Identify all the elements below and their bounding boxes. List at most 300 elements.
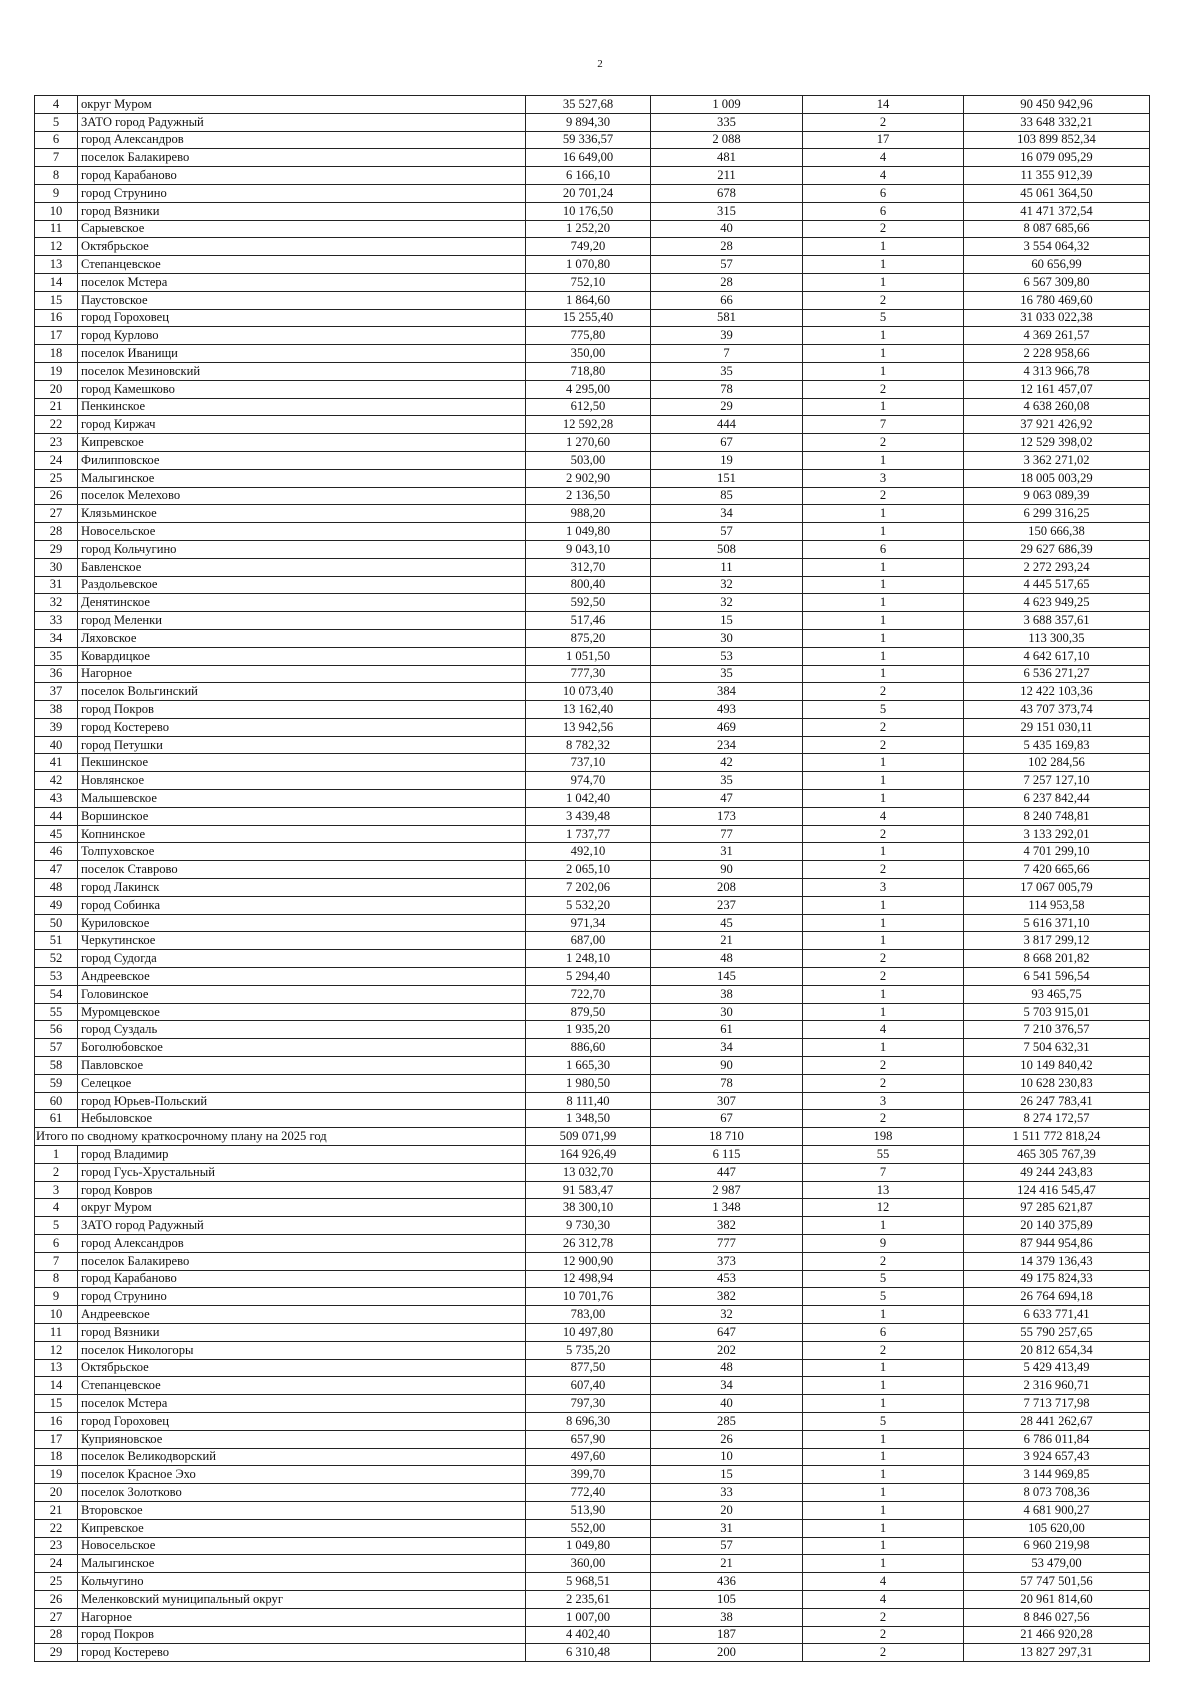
settlement-name: поселок Великодворский <box>78 1448 526 1466</box>
residents-cell: 34 <box>651 505 803 523</box>
sum-cell: 6 633 771,41 <box>964 1306 1150 1324</box>
residents-cell: 647 <box>651 1323 803 1341</box>
sum-cell: 45 061 364,50 <box>964 184 1150 202</box>
residents-cell: 31 <box>651 1519 803 1537</box>
total-row <box>35 1128 1150 1146</box>
table-row <box>35 736 1150 754</box>
row-number: 36 <box>35 665 78 683</box>
settlement-name: город Вязники <box>78 202 526 220</box>
count-cell: 2 <box>803 968 964 986</box>
count-cell: 2 <box>803 736 964 754</box>
area-cell: 12 498,94 <box>526 1270 651 1288</box>
sum-cell: 7 257 127,10 <box>964 772 1150 790</box>
settlement-name: Толпуховское <box>78 843 526 861</box>
settlement-name: поселок Мстера <box>78 273 526 291</box>
sum-cell: 4 642 617,10 <box>964 647 1150 665</box>
residents-cell: 151 <box>651 469 803 487</box>
area-cell: 800,40 <box>526 576 651 594</box>
row-number: 8 <box>35 1270 78 1288</box>
residents-cell: 35 <box>651 362 803 380</box>
area-cell: 2 235,61 <box>526 1590 651 1608</box>
residents-cell: 20 <box>651 1501 803 1519</box>
table-row <box>35 861 1150 879</box>
row-number: 40 <box>35 736 78 754</box>
residents-cell: 187 <box>651 1626 803 1644</box>
row-number: 5 <box>35 1217 78 1235</box>
table-row <box>35 1573 1150 1591</box>
row-number: 14 <box>35 273 78 291</box>
residents-cell: 21 <box>651 932 803 950</box>
count-cell: 1 <box>803 1003 964 1021</box>
sum-cell: 55 790 257,65 <box>964 1323 1150 1341</box>
area-cell: 9 730,30 <box>526 1217 651 1235</box>
row-number: 28 <box>35 523 78 541</box>
residents-cell: 777 <box>651 1235 803 1253</box>
table-row <box>35 469 1150 487</box>
area-cell: 1 049,80 <box>526 1537 651 1555</box>
sum-cell: 3 817 299,12 <box>964 932 1150 950</box>
table-row <box>35 1306 1150 1324</box>
count-cell: 2 <box>803 683 964 701</box>
count-cell: 1 <box>803 754 964 772</box>
table-row <box>35 167 1150 185</box>
residents-cell: 493 <box>651 701 803 719</box>
count-cell: 3 <box>803 469 964 487</box>
residents-cell: 26 <box>651 1430 803 1448</box>
settlement-name: город Костерево <box>78 1644 526 1662</box>
area-cell: 552,00 <box>526 1519 651 1537</box>
count-cell: 1 <box>803 256 964 274</box>
row-number: 1 <box>35 1146 78 1164</box>
row-number: 21 <box>35 1501 78 1519</box>
row-number: 39 <box>35 718 78 736</box>
count-cell: 2 <box>803 291 964 309</box>
residents-cell: 481 <box>651 149 803 167</box>
residents-cell: 48 <box>651 1359 803 1377</box>
sum-cell: 6 536 271,27 <box>964 665 1150 683</box>
row-number: 37 <box>35 683 78 701</box>
area-cell: 6 166,10 <box>526 167 651 185</box>
row-number: 58 <box>35 1057 78 1075</box>
count-cell: 1 <box>803 1306 964 1324</box>
sum-cell: 20 961 814,60 <box>964 1590 1150 1608</box>
area-cell: 5 968,51 <box>526 1573 651 1591</box>
table-row <box>35 790 1150 808</box>
sum-cell: 5 616 371,10 <box>964 914 1150 932</box>
table-row <box>35 914 1150 932</box>
settlement-name: город Ковров <box>78 1181 526 1199</box>
count-cell: 17 <box>803 131 964 149</box>
sum-cell: 8 846 027,56 <box>964 1608 1150 1626</box>
sum-cell: 11 355 912,39 <box>964 167 1150 185</box>
residents-cell: 469 <box>651 718 803 736</box>
sum-cell: 6 786 011,84 <box>964 1430 1150 1448</box>
count-cell: 1 <box>803 914 964 932</box>
row-number: 42 <box>35 772 78 790</box>
row-number: 6 <box>35 131 78 149</box>
residents-cell: 382 <box>651 1288 803 1306</box>
row-number: 5 <box>35 113 78 131</box>
row-number: 26 <box>35 1590 78 1608</box>
table-row <box>35 113 1150 131</box>
table-row <box>35 1270 1150 1288</box>
row-number: 15 <box>35 291 78 309</box>
sum-cell: 87 944 954,86 <box>964 1235 1150 1253</box>
row-number: 23 <box>35 1537 78 1555</box>
row-number: 24 <box>35 1555 78 1573</box>
table-row <box>35 309 1150 327</box>
sum-cell: 6 299 316,25 <box>964 505 1150 523</box>
row-number: 60 <box>35 1092 78 1110</box>
residents-cell: 38 <box>651 1608 803 1626</box>
row-number: 10 <box>35 202 78 220</box>
row-number: 19 <box>35 362 78 380</box>
count-cell: 6 <box>803 184 964 202</box>
residents-cell: 307 <box>651 1092 803 1110</box>
area-cell: 8 696,30 <box>526 1412 651 1430</box>
table-row <box>35 238 1150 256</box>
sum-cell: 37 921 426,92 <box>964 416 1150 434</box>
row-number: 29 <box>35 1644 78 1662</box>
row-number: 29 <box>35 540 78 558</box>
sum-cell: 33 648 332,21 <box>964 113 1150 131</box>
residents-cell: 48 <box>651 950 803 968</box>
area-cell: 687,00 <box>526 932 651 950</box>
count-cell: 1 <box>803 505 964 523</box>
table-row <box>35 1484 1150 1502</box>
row-number: 17 <box>35 1430 78 1448</box>
table-row <box>35 1217 1150 1235</box>
sum-cell: 97 285 621,87 <box>964 1199 1150 1217</box>
area-cell: 5 294,40 <box>526 968 651 986</box>
residents-cell: 57 <box>651 523 803 541</box>
row-number: 11 <box>35 220 78 238</box>
sum-cell: 3 144 969,85 <box>964 1466 1150 1484</box>
area-cell: 16 649,00 <box>526 149 651 167</box>
settlement-name: Новосельское <box>78 1537 526 1555</box>
area-cell: 1 070,80 <box>526 256 651 274</box>
settlement-name: Пекшинское <box>78 754 526 772</box>
row-number: 28 <box>35 1626 78 1644</box>
table-row <box>35 1466 1150 1484</box>
table-row <box>35 256 1150 274</box>
table-row <box>35 558 1150 576</box>
count-cell: 4 <box>803 1573 964 1591</box>
residents-cell: 66 <box>651 291 803 309</box>
count-cell: 9 <box>803 1235 964 1253</box>
row-number: 45 <box>35 825 78 843</box>
residents-cell: 2 088 <box>651 131 803 149</box>
settlement-name: Малыгинское <box>78 469 526 487</box>
area-cell: 6 310,48 <box>526 1644 651 1662</box>
sum-cell: 20 812 654,34 <box>964 1341 1150 1359</box>
table-row <box>35 1377 1150 1395</box>
residents-cell: 32 <box>651 594 803 612</box>
count-cell: 1 <box>803 362 964 380</box>
row-number: 46 <box>35 843 78 861</box>
residents-cell: 40 <box>651 1395 803 1413</box>
area-cell: 12 900,90 <box>526 1252 651 1270</box>
sum-cell: 465 305 767,39 <box>964 1146 1150 1164</box>
row-number: 19 <box>35 1466 78 1484</box>
settlement-name: город Курлово <box>78 327 526 345</box>
residents-cell: 47 <box>651 790 803 808</box>
row-number: 6 <box>35 1235 78 1253</box>
sum-cell: 4 638 260,08 <box>964 398 1150 416</box>
count-cell: 2 <box>803 380 964 398</box>
count-cell: 2 <box>803 950 964 968</box>
table-row <box>35 1412 1150 1430</box>
area-cell: 783,00 <box>526 1306 651 1324</box>
area-cell: 875,20 <box>526 629 651 647</box>
row-number: 20 <box>35 380 78 398</box>
table-row <box>35 968 1150 986</box>
count-cell: 1 <box>803 985 964 1003</box>
residents-cell: 453 <box>651 1270 803 1288</box>
sum-cell: 103 899 852,34 <box>964 131 1150 149</box>
settlement-name: Воршинское <box>78 807 526 825</box>
count-cell: 2 <box>803 861 964 879</box>
row-number: 22 <box>35 416 78 434</box>
row-number: 12 <box>35 238 78 256</box>
settlement-name: Андреевское <box>78 1306 526 1324</box>
sum-cell: 13 827 297,31 <box>964 1644 1150 1662</box>
table-row <box>35 807 1150 825</box>
area-cell: 718,80 <box>526 362 651 380</box>
count-cell: 1 <box>803 1448 964 1466</box>
table-row <box>35 629 1150 647</box>
count-cell: 1 <box>803 1395 964 1413</box>
table-row <box>35 1430 1150 1448</box>
area-cell: 9 043,10 <box>526 540 651 558</box>
sum-cell: 41 471 372,54 <box>964 202 1150 220</box>
row-number: 49 <box>35 896 78 914</box>
sum-cell: 21 466 920,28 <box>964 1626 1150 1644</box>
settlement-name: поселок Красное Эхо <box>78 1466 526 1484</box>
residents-cell: 35 <box>651 772 803 790</box>
row-number: 11 <box>35 1323 78 1341</box>
settlement-name: Нагорное <box>78 1608 526 1626</box>
row-number: 47 <box>35 861 78 879</box>
row-number: 8 <box>35 167 78 185</box>
area-cell: 1 049,80 <box>526 523 651 541</box>
count-cell: 2 <box>803 220 964 238</box>
table-row <box>35 434 1150 452</box>
table-row <box>35 879 1150 897</box>
count-cell: 4 <box>803 167 964 185</box>
residents-cell: 28 <box>651 273 803 291</box>
area-cell: 91 583,47 <box>526 1181 651 1199</box>
area-cell: 592,50 <box>526 594 651 612</box>
table-row <box>35 896 1150 914</box>
settlement-name: Куприяновское <box>78 1430 526 1448</box>
sum-cell: 12 161 457,07 <box>964 380 1150 398</box>
settlement-name: Муромцевское <box>78 1003 526 1021</box>
sum-cell: 102 284,56 <box>964 754 1150 772</box>
sum-cell: 7 210 376,57 <box>964 1021 1150 1039</box>
area-cell: 1 007,00 <box>526 1608 651 1626</box>
settlement-name: город Киржач <box>78 416 526 434</box>
table-row <box>35 665 1150 683</box>
sum-cell: 3 924 657,43 <box>964 1448 1150 1466</box>
count-cell: 1 <box>803 1484 964 1502</box>
table-row <box>35 1626 1150 1644</box>
area-cell: 1 042,40 <box>526 790 651 808</box>
table-row <box>35 1590 1150 1608</box>
settlement-name: Кипревское <box>78 1519 526 1537</box>
row-number: 43 <box>35 790 78 808</box>
sum-cell: 4 623 949,25 <box>964 594 1150 612</box>
table-row <box>35 1644 1150 1662</box>
count-cell: 1 <box>803 843 964 861</box>
residents-cell: 2 987 <box>651 1181 803 1199</box>
total-residents: 18 710 <box>651 1128 803 1146</box>
settlement-name: город Александров <box>78 1235 526 1253</box>
count-cell: 1 <box>803 612 964 630</box>
row-number: 12 <box>35 1341 78 1359</box>
area-cell: 797,30 <box>526 1395 651 1413</box>
table-row <box>35 1057 1150 1075</box>
count-cell: 12 <box>803 1199 964 1217</box>
residents-cell: 237 <box>651 896 803 914</box>
row-number: 13 <box>35 1359 78 1377</box>
settlement-name: поселок Вольгинский <box>78 683 526 701</box>
table-row <box>35 612 1150 630</box>
residents-cell: 78 <box>651 380 803 398</box>
residents-cell: 32 <box>651 1306 803 1324</box>
settlement-name: город Судогда <box>78 950 526 968</box>
settlement-name: Ковардицкое <box>78 647 526 665</box>
residents-cell: 39 <box>651 327 803 345</box>
count-cell: 1 <box>803 1519 964 1537</box>
table-row <box>35 985 1150 1003</box>
residents-cell: 34 <box>651 1377 803 1395</box>
row-number: 7 <box>35 1252 78 1270</box>
settlement-name: Степанцевское <box>78 256 526 274</box>
settlement-name: Небыловское <box>78 1110 526 1128</box>
count-cell: 5 <box>803 1270 964 1288</box>
sum-cell: 26 247 783,41 <box>964 1092 1150 1110</box>
sum-cell: 4 369 261,57 <box>964 327 1150 345</box>
count-cell: 5 <box>803 1412 964 1430</box>
sum-cell: 3 362 271,02 <box>964 451 1150 469</box>
row-number: 54 <box>35 985 78 1003</box>
sum-cell: 10 149 840,42 <box>964 1057 1150 1075</box>
sum-cell: 4 701 299,10 <box>964 843 1150 861</box>
count-cell: 13 <box>803 1181 964 1199</box>
sum-cell: 150 666,38 <box>964 523 1150 541</box>
residents-cell: 38 <box>651 985 803 1003</box>
area-cell: 971,34 <box>526 914 651 932</box>
area-cell: 752,10 <box>526 273 651 291</box>
sum-cell: 3 554 064,32 <box>964 238 1150 256</box>
table-row <box>35 398 1150 416</box>
sum-cell: 3 688 357,61 <box>964 612 1150 630</box>
row-number: 35 <box>35 647 78 665</box>
table-row <box>35 1163 1150 1181</box>
table-row <box>35 540 1150 558</box>
residents-cell: 30 <box>651 1003 803 1021</box>
settlement-name: город Меленки <box>78 612 526 630</box>
count-cell: 2 <box>803 1110 964 1128</box>
settlement-name: Клязьминское <box>78 505 526 523</box>
settlement-name: Черкутинское <box>78 932 526 950</box>
residents-cell: 45 <box>651 914 803 932</box>
row-number: 3 <box>35 1181 78 1199</box>
row-number: 13 <box>35 256 78 274</box>
table-row <box>35 1199 1150 1217</box>
count-cell: 2 <box>803 487 964 505</box>
area-cell: 1 051,50 <box>526 647 651 665</box>
sum-cell: 28 441 262,67 <box>964 1412 1150 1430</box>
sum-cell: 8 073 708,36 <box>964 1484 1150 1502</box>
area-cell: 38 300,10 <box>526 1199 651 1217</box>
count-cell: 2 <box>803 1626 964 1644</box>
settlement-name: город Собинка <box>78 896 526 914</box>
count-cell: 4 <box>803 1590 964 1608</box>
settlement-name: Боголюбовское <box>78 1039 526 1057</box>
row-number: 4 <box>35 96 78 114</box>
settlement-name: Кипревское <box>78 434 526 452</box>
settlement-name: Андреевское <box>78 968 526 986</box>
residents-cell: 173 <box>651 807 803 825</box>
sum-cell: 57 747 501,56 <box>964 1573 1150 1591</box>
settlement-name: поселок Золотково <box>78 1484 526 1502</box>
count-cell: 3 <box>803 1092 964 1110</box>
area-cell: 1 935,20 <box>526 1021 651 1039</box>
residents-cell: 234 <box>651 736 803 754</box>
row-number: 21 <box>35 398 78 416</box>
area-cell: 737,10 <box>526 754 651 772</box>
count-cell: 4 <box>803 807 964 825</box>
table-row <box>35 1448 1150 1466</box>
count-cell: 1 <box>803 594 964 612</box>
settlement-name: город Карабаново <box>78 167 526 185</box>
table-row <box>35 1537 1150 1555</box>
area-cell: 2 902,90 <box>526 469 651 487</box>
sum-cell: 8 274 172,57 <box>964 1110 1150 1128</box>
area-cell: 5 735,20 <box>526 1341 651 1359</box>
count-cell: 2 <box>803 1074 964 1092</box>
row-number: 30 <box>35 558 78 576</box>
residents-cell: 436 <box>651 1573 803 1591</box>
settlement-name: Куриловское <box>78 914 526 932</box>
total-label: Итого по сводному краткосрочному плану на 2025 год <box>35 1128 526 1146</box>
sum-cell: 4 445 517,65 <box>964 576 1150 594</box>
count-cell: 1 <box>803 932 964 950</box>
area-cell: 1 252,20 <box>526 220 651 238</box>
residents-cell: 678 <box>651 184 803 202</box>
total-area: 509 071,99 <box>526 1128 651 1146</box>
area-cell: 164 926,49 <box>526 1146 651 1164</box>
sum-cell: 7 504 632,31 <box>964 1039 1150 1057</box>
sum-cell: 29 627 686,39 <box>964 540 1150 558</box>
sum-cell: 124 416 545,47 <box>964 1181 1150 1199</box>
area-cell: 8 111,40 <box>526 1092 651 1110</box>
sum-cell: 20 140 375,89 <box>964 1217 1150 1235</box>
settlement-name: Меленковский муниципальный округ <box>78 1590 526 1608</box>
count-cell: 5 <box>803 1288 964 1306</box>
residents-cell: 6 115 <box>651 1146 803 1164</box>
settlement-name: Раздольевское <box>78 576 526 594</box>
residents-cell: 57 <box>651 1537 803 1555</box>
page-number: 2 <box>597 58 603 70</box>
row-number: 56 <box>35 1021 78 1039</box>
table-row <box>35 1395 1150 1413</box>
row-number: 16 <box>35 1412 78 1430</box>
area-cell: 350,00 <box>526 345 651 363</box>
area-cell: 10 176,50 <box>526 202 651 220</box>
